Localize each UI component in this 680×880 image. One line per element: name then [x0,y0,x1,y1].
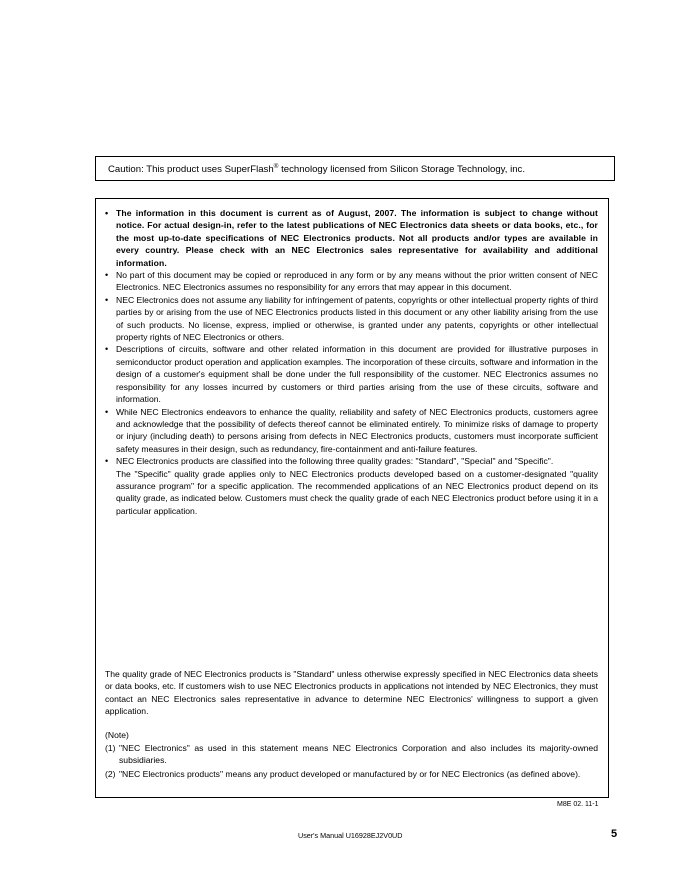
notes-list [105,742,598,781]
specific-grade-paragraph: The "Specific" quality grade applies only to NEC Electronics products developed based on a customer-designated "quality assurance program" for a specific application. The recommended applications of an NEC Electronics product depend on its quality grade, as indicated below. Customers must check the quality grade of each NEC Electronics product before using it in a particular application. [116,468,598,516]
note-text: "NEC Electronics" as used in this statement means NEC Electronics Corporation and also includes its majority-owned subsidiaries. [119,743,598,766]
bullet-icon: • [105,344,109,355]
caution-text-end: technology licensed from Silicon Storage Technology, inc. [278,164,526,175]
document-code: M8E 02. 11-1 [557,801,599,808]
bullet-icon: • [105,270,109,281]
notice-item [105,269,598,294]
page-number: 5 [611,828,618,840]
caution-box [95,156,615,181]
notice-item [105,294,598,344]
notice-item-text: Descriptions of circuits, software and other related information in this document are provided for illustrative purposes in semiconductor product operation and application examples. The incorporation of these circuits, software and information in the design of a customer's equipment shall be done under the full responsibility of the customer. NEC Electronics assumes no responsibility for any losses incurred by customers or third parties arising from the use of these circuits, software and information. [116,344,598,405]
manual-number: User's Manual U16928EJ2V0UD [298,831,403,840]
notice-list [105,207,598,517]
note-number: (2) [105,768,116,779]
bullet-icon: • [105,406,109,417]
notice-item [105,207,598,269]
note-heading: (Note) [105,730,129,740]
notice-item [105,406,598,456]
standard-grade-paragraph: The quality grade of NEC Electronics products is "Standard" unless otherwise expressly specified in NEC Electronics data sheets or data books, etc. If customers wish to use NEC Electronics products in applications not intended by NEC Electronics, they must contact an NEC Electronics sales representative in advance to determine NEC Electronics' willingness to support a given application. [105,669,598,717]
notice-item-text: NEC Electronics products are classified into the following three quality grades: "Standard", "Special" and "Specific". [116,456,554,467]
note-number: (1) [105,743,116,753]
notice-box [95,198,609,798]
registered-mark: ® [273,162,279,170]
caution-text: Caution: This product uses SuperFlash [108,164,274,175]
bullet-icon: • [105,294,109,305]
notice-item [105,455,598,517]
notice-item-text: NEC Electronics does not assume any liability for infringement of patents, copyrights or other intellectual property rights of third parties by or arising from the use of NEC Electronics products listed in this document or any other liability arising from the use of such products. No license, express, implied or otherwise, is granted under any patents, copyrights or other intellectual property rights of NEC Electronics or others. [116,294,598,343]
note-item [105,742,598,767]
notice-item-text: No part of this document may be copied or reproduced in any form or by any means without the prior written consent of NEC Electronics. NEC Electronics assumes no responsibility for any errors that may appear in this document. [116,270,598,293]
bullet-icon: • [105,208,109,218]
bullet-icon: • [105,456,109,467]
notice-item-text: While NEC Electronics endeavors to enhance the quality, reliability and safety of NEC Electronics products, customers agree and acknowledge that the possibility of defects thereof cannot be eliminated entirely. To minimize risks of damage to property or injury (including death) to persons arising from defects in NEC Electronics products, customers must incorporate sufficient safety measures in their design, such as redundancy, fire-containment and anti-failure features. [116,406,598,454]
note-text: "NEC Electronics products" means any product developed or manufactured by or for NEC Electronics (as defined above). [119,768,581,779]
notice-item-text: The information in this document is current as of August, 2007. The information is subject to change without notice. For actual design-in, refer to the latest publications of NEC Electronics data sheets or data books, etc., for the most up-to-date specifications of NEC Electronics products. Not all products and/or types are available in every country. Please check with an NEC Electronics sales representative for availability and additional information. [116,208,598,268]
notice-item [105,343,598,405]
note-item [105,768,598,780]
